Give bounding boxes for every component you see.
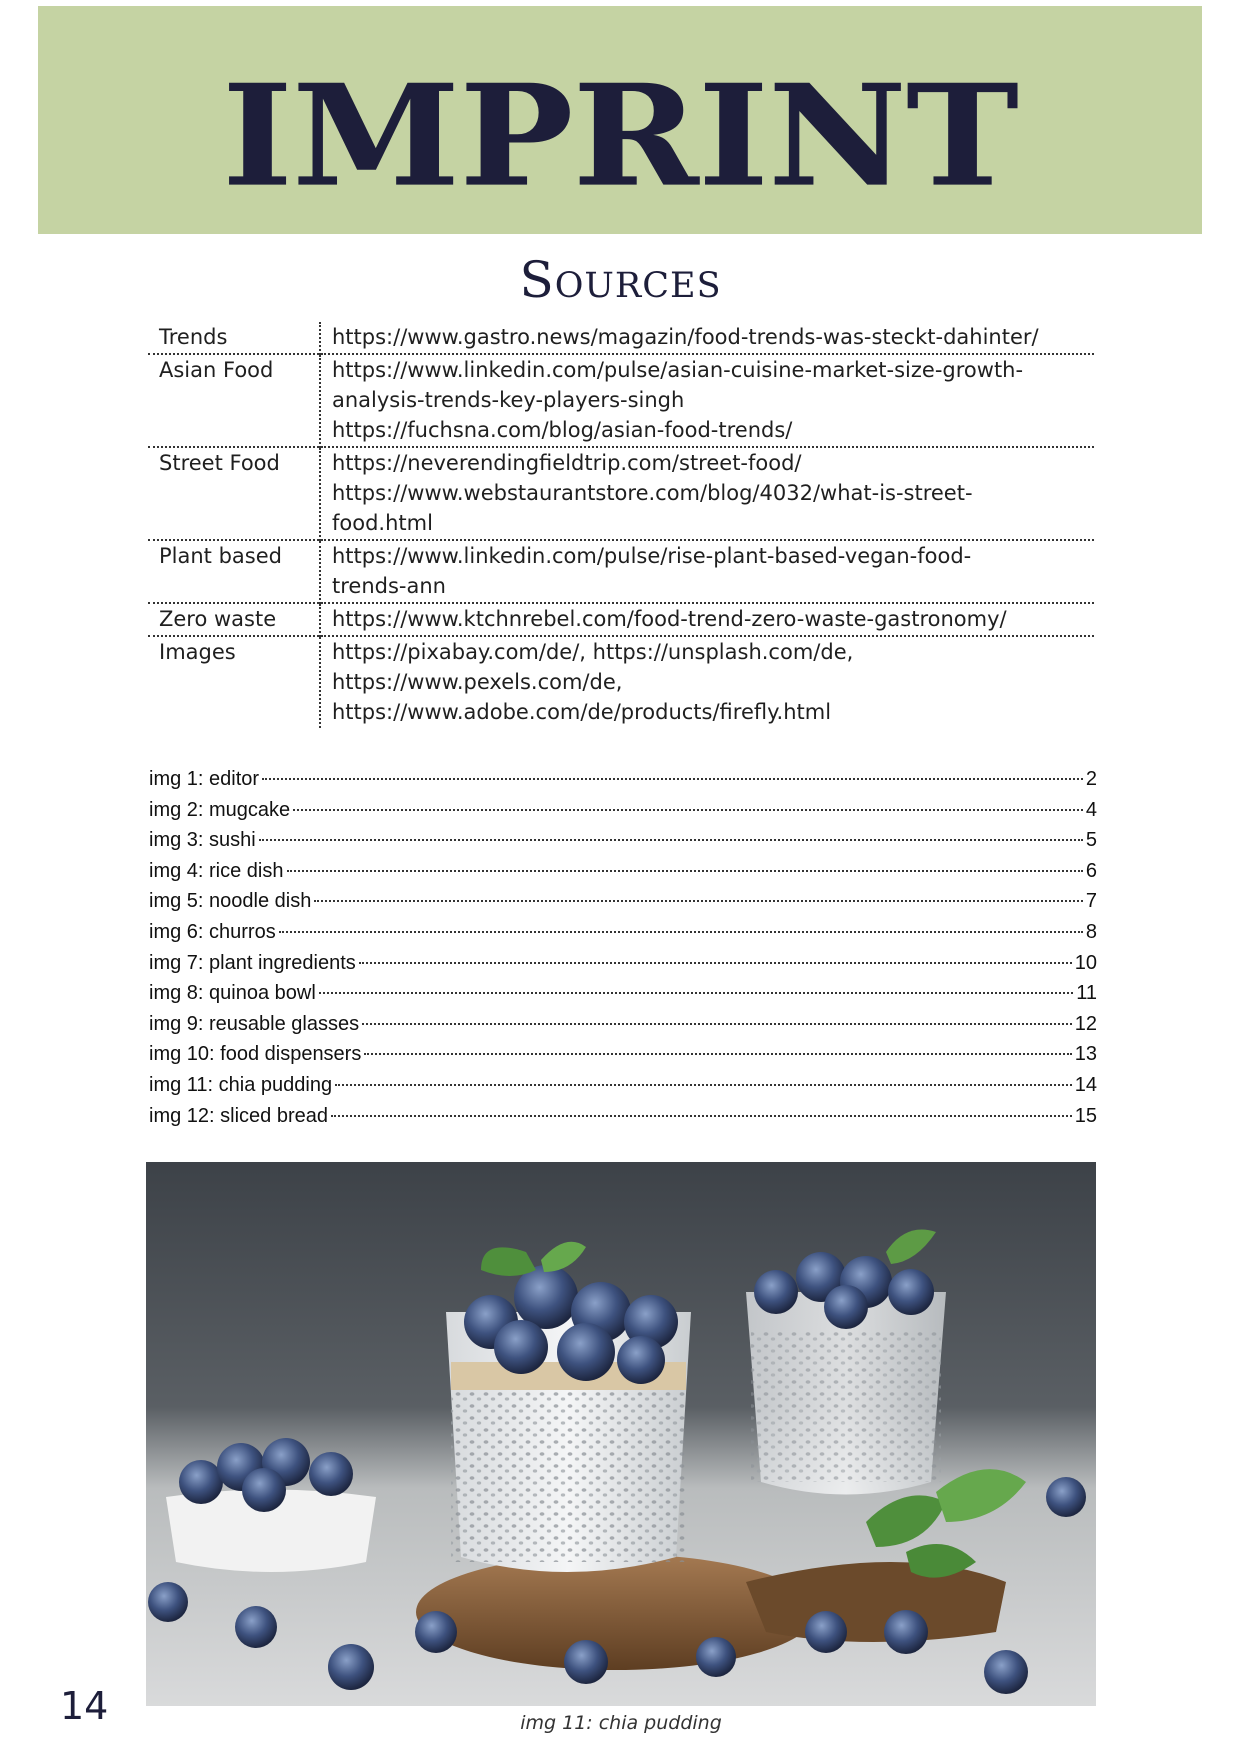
- source-urls: [320, 354, 1094, 447]
- image-index-entry[interactable]: [149, 764, 1097, 795]
- source-url[interactable]: https://www.webstaurantstore.com/blog/4032/what-is-street-: [332, 481, 973, 505]
- source-row: [148, 636, 1094, 728]
- image-index-entry[interactable]: [149, 825, 1097, 856]
- source-row: [148, 603, 1094, 636]
- source-row: [148, 447, 1094, 540]
- image-index-label: img 12: sliced bread: [149, 1104, 328, 1127]
- source-row: [148, 540, 1094, 603]
- sources-table: [148, 322, 1094, 728]
- image-index-label: img 7: plant ingredients: [149, 951, 356, 974]
- image-index-entry[interactable]: [149, 795, 1097, 826]
- dot-leader: [279, 931, 1083, 933]
- dot-leader: [314, 900, 1083, 902]
- image-index-page: 10: [1074, 951, 1097, 974]
- image-index-label: img 9: reusable glasses: [149, 1012, 360, 1035]
- image-index-page: 13: [1074, 1043, 1097, 1066]
- dot-leader: [262, 778, 1083, 780]
- image-index-label: img 8: quinoa bowl: [149, 982, 316, 1005]
- page-title: IMPRINT: [221, 53, 1019, 218]
- dot-leader: [359, 962, 1072, 964]
- source-url[interactable]: https://pixabay.com/de/, https://unsplash.com/de,: [332, 640, 854, 664]
- image-index-label: img 1: editor: [149, 768, 260, 790]
- source-url[interactable]: analysis-trends-key-players-singh: [332, 388, 685, 412]
- source-row: [148, 322, 1094, 354]
- image-index: [149, 764, 1097, 1131]
- dot-leader: [335, 1084, 1072, 1086]
- image-index-entry[interactable]: [149, 917, 1097, 948]
- image-index-entry[interactable]: [149, 1039, 1097, 1070]
- source-url[interactable]: food.html: [332, 511, 433, 535]
- dot-leader: [259, 839, 1083, 841]
- source-urls: [320, 603, 1094, 636]
- source-url[interactable]: https://www.gastro.news/magazin/food-trends-was-steckt-dahinter/: [332, 325, 1039, 349]
- source-url[interactable]: https://www.ktchnrebel.com/food-trend-zero-waste-gastronomy/: [332, 607, 1007, 631]
- image-index-label: img 4: rice dish: [149, 859, 284, 882]
- source-urls: [320, 447, 1094, 540]
- image-index-label: img 10: food dispensers: [149, 1043, 362, 1066]
- dot-leader: [293, 809, 1083, 811]
- image-index-page: 5: [1085, 829, 1097, 852]
- image-index-label: img 5: noodle dish: [149, 890, 312, 913]
- source-row: [148, 354, 1094, 447]
- image-index-entry[interactable]: [149, 1009, 1097, 1040]
- source-urls: [320, 540, 1094, 603]
- source-urls: [320, 636, 1094, 728]
- dot-leader: [362, 1023, 1072, 1025]
- source-category: Images: [148, 636, 320, 728]
- image-index-label: img 11: chia pudding: [149, 1073, 333, 1096]
- image-index-label: img 2: mugcake: [149, 798, 291, 821]
- source-url[interactable]: https://www.pexels.com/de,: [332, 670, 623, 694]
- image-index-page: 7: [1085, 890, 1097, 913]
- image-index-entry[interactable]: [149, 978, 1097, 1009]
- image-index-page: 11: [1076, 982, 1097, 1005]
- sources-heading: Sources: [519, 251, 722, 309]
- image-index-entry[interactable]: [149, 1101, 1097, 1132]
- image-index-entry[interactable]: [149, 948, 1097, 979]
- image-index-page: 8: [1085, 920, 1097, 943]
- source-url[interactable]: https://www.adobe.com/de/products/firefly.html: [332, 700, 832, 724]
- image-index-page: 12: [1074, 1012, 1097, 1035]
- dot-leader: [287, 870, 1083, 872]
- source-url[interactable]: https://www.linkedin.com/pulse/rise-plant-based-vegan-food-: [332, 544, 972, 568]
- source-category: Asian Food: [148, 354, 320, 447]
- image-index-page: 2: [1085, 768, 1097, 790]
- image-index-page: 4: [1085, 798, 1097, 821]
- source-urls: [320, 322, 1094, 354]
- photo-caption: img 11: chia pudding: [520, 1712, 722, 1734]
- source-category: Zero waste: [148, 603, 320, 636]
- source-url[interactable]: https://fuchsna.com/blog/asian-food-trends/: [332, 418, 793, 442]
- dot-leader: [331, 1115, 1072, 1117]
- image-index-label: img 6: churros: [149, 920, 276, 943]
- title-banner: [38, 6, 1202, 234]
- source-category: Plant based: [148, 540, 320, 603]
- image-index-label: img 3: sushi: [149, 829, 256, 852]
- source-url[interactable]: trends-ann: [332, 574, 446, 598]
- image-index-entry[interactable]: [149, 1070, 1097, 1101]
- source-url[interactable]: https://www.linkedin.com/pulse/asian-cuisine-market-size-growth-: [332, 358, 1024, 382]
- source-category: Street Food: [148, 447, 320, 540]
- image-index-page: 15: [1074, 1104, 1097, 1127]
- image-index-entry[interactable]: [149, 856, 1097, 887]
- image-index-page: 6: [1085, 859, 1097, 882]
- page-number: 14: [60, 1684, 109, 1728]
- image-index-page: 14: [1074, 1073, 1097, 1096]
- source-category: Trends: [148, 322, 320, 354]
- image-index-entry[interactable]: [149, 886, 1097, 917]
- source-url[interactable]: https://neverendingfieldtrip.com/street-food/: [332, 451, 802, 475]
- dot-leader: [364, 1053, 1071, 1055]
- chia-pudding-photo: [146, 1162, 1096, 1706]
- dot-leader: [319, 992, 1073, 994]
